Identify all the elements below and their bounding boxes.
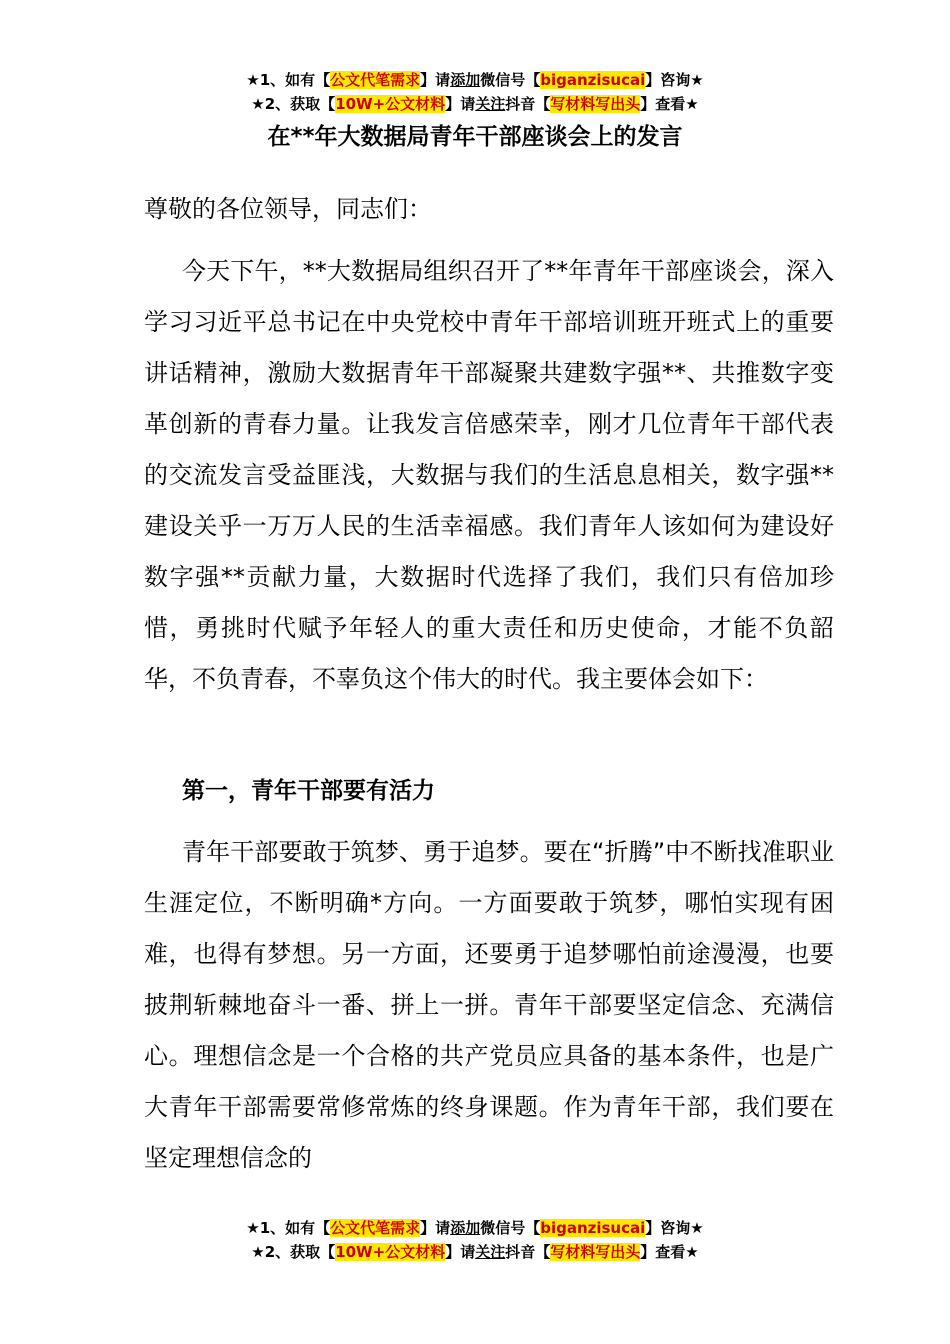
banner-text: ★1、如有【 [246, 1219, 331, 1237]
salutation: 尊敬的各位领导，同志们： [144, 195, 432, 223]
document-title: 在**年大数据局青年干部座谈会上的发言 [267, 124, 683, 150]
highlight-wechat-id: biganzisucai [540, 1219, 646, 1237]
banner-text: 抖音【 [505, 1243, 551, 1261]
paragraph-text: 今天下午，**大数据局组织召开了**年青年干部座谈会，深入学习习近平总书记在中央党校中青年干部培训班开班式上的重要讲话精神，激励大数据青年干部凝聚共建数字强**、共推数字变革创新的青春力量。让我发言倍感荣幸，刚才几位青年干部代表的交流发言受益匪浅，大数据与我们的生活息息相关，数字强**建设关乎一万万人民的生活幸福感。我们青年人该如何为建设好数字强**贡献力量，大数据时代选择了我们，我们只有倍加珍惜，勇挑时代赋予年轻人的重大责任和历史使命，才能不负韶华，不负青春，不辜负这个伟大的时代。我主要体会如下： [144, 257, 834, 693]
highlight-service: 公文代笔需求 [330, 1219, 421, 1237]
banner-text: 】请 [445, 95, 476, 113]
banner-text: 】查看★ [640, 95, 699, 113]
body-paragraph-2 [144, 827, 834, 1184]
highlight-materials: 10W+公文材料 [335, 1243, 446, 1261]
banner-underlined-text: 关注 [475, 95, 506, 113]
header-banner [0, 68, 950, 116]
banner-underlined-text: 添加 [450, 71, 481, 89]
banner-text: ★2、获取【 [251, 1243, 336, 1261]
banner-text: 】请 [420, 71, 451, 89]
banner-line-1 [0, 68, 950, 92]
highlight-service: 公文代笔需求 [330, 71, 421, 89]
highlight-douyin-account: 写材料写出头 [550, 1243, 641, 1261]
banner-text: 】请 [445, 1243, 476, 1261]
banner-line-2 [0, 1240, 950, 1264]
highlight-materials: 10W+公文材料 [335, 95, 446, 113]
banner-text: 】咨询★ [645, 71, 704, 89]
body-paragraph-1 [144, 246, 834, 705]
highlight-douyin-account: 写材料写出头 [550, 95, 641, 113]
banner-text: 微信号【 [480, 1219, 541, 1237]
banner-text: 】查看★ [640, 1243, 699, 1261]
paragraph-text: 青年干部要敢于筑梦、勇于追梦。要在“折腾”中不断找准职业生涯定位，不断明确*方向。一方面要敢于筑梦，哪怕实现有困难，也得有梦想。另一方面，还要勇于追梦哪怕前途漫漫，也要披荆斩棘地奋斗一番、拼上一拼。青年干部要坚定信念、充满信心。理想信念是一个合格的共产党员应具备的基本条件，也是广大青年干部需要常修常炼的终身课题。作为青年干部，我们要在坚定理想信念的 [144, 838, 834, 1172]
banner-underlined-text: 添加 [450, 1219, 481, 1237]
banner-text: 微信号【 [480, 71, 541, 89]
section-heading-1: 第一，青年干部要有活力 [182, 778, 435, 804]
banner-line-2 [0, 92, 950, 116]
banner-text: ★2、获取【 [251, 95, 336, 113]
banner-line-1 [0, 1216, 950, 1240]
banner-text: ★1、如有【 [246, 71, 331, 89]
highlight-wechat-id: biganzisucai [540, 71, 646, 89]
banner-underlined-text: 关注 [475, 1243, 506, 1261]
banner-text: 】咨询★ [645, 1219, 704, 1237]
banner-text: 】请 [420, 1219, 451, 1237]
footer-banner [0, 1216, 950, 1264]
banner-text: 抖音【 [505, 95, 551, 113]
